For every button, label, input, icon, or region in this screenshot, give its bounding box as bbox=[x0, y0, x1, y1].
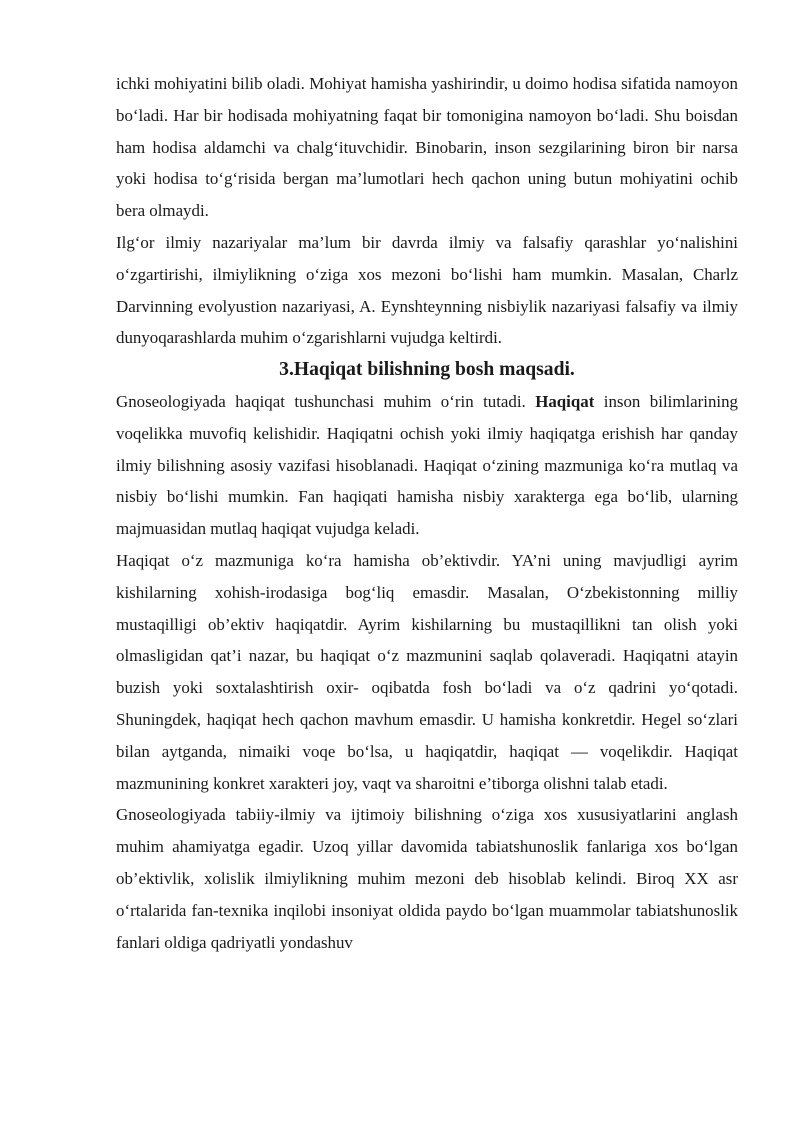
term-haqiqat: Haqiqat bbox=[535, 391, 595, 411]
paragraph-natural-social: Gnoseologiyada tabiiy-ilmiy va ijtimoiy bilishning o‘ziga xos xususiyatlarini anglash muhim ahamiyatga egadir. Uzoq yillar davomida tabiatshunoslik fanlariga xos bo‘lgan ob’ektivlik, xolislik ilmiylikning muhim mezoni deb hisoblab kelindi. Biroq XX asr o‘rtalarida fan-texnika inqilobi insoniyat oldida paydo bo‘lgan muammolar tabiatshunoslik fanlari oldiga qadriyatli yondashuv bbox=[116, 805, 738, 952]
document-page bbox=[116, 68, 738, 958]
paragraph-truth-objective: Haqiqat o‘z mazmuniga ko‘ra hamisha ob’ektivdir. YA’ni uning mavjudligi ayrim kishilarning xohish-irodasiga bog‘liq emasdir. Masalan, O‘zbekistonning milliy mustaqilligi ob’ektiv haqiqatdir. Ayrim kishilarning bu mustaqillikni tan olish yoki olmasligidan qat’i nazar, bu haqiqat o‘z mazmunini saqlab qolaveradi. Haqiqatni atayin buzish yoki soxtalashtirish oxir- oqibatda fosh bo‘ladi va o‘z qadrini yo‘qotadi. Shuningdek, haqiqat hech qachon mavhum emasdir. U hamisha konkretdir. Hegel so‘zlari bilan aytganda, nimaiki voqe bo‘lsa, u haqiqatdir, haqiqat — voqelikdir. Haqiqat mazmunining konkret xarakteri joy, vaqt va sharoitni e’tiborga olishni talab etadi. bbox=[116, 550, 738, 793]
paragraph-truth-rest: inson bilimlarining voqelikka muvofiq kelishidir. Haqiqatni ochish yoki ilmiy haqiqatga erishish har qanday ilmiy bilishning asosiy vazifasi hisoblanadi. Haqiqat o‘zining mazmuniga ko‘ra mutlaq va nisbiy bo‘lishi mumkin. Fan haqiqati hamisha nisbiy xarakterga ega bo‘lib, ularning majmuasidan mutlaq haqiqat vujudga keladi. bbox=[116, 391, 739, 539]
section-heading: 3.Haqiqat bilishning bosh maqsadi. bbox=[279, 359, 575, 381]
paragraph-truth-lead: Gnoseologiyada haqiqat tushunchasi muhim o‘rin tutadi. bbox=[116, 391, 536, 411]
paragraph-essence: ichki mohiyatini bilib oladi. Mohiyat hamisha yashirindir, u doimo hodisa sifatida namoyon bo‘ladi. Har bir hodisada mohiyatning faqat bir tomonigina namoyon bo‘ladi. Shu boisdan ham hodisa aldamchi va chalg‘ituvchidir. Binobarin, inson sezgilarining biron bir narsa yoki hodisa to‘g‘risida bergan ma’lumotlari hech qachon uning butun mohiyatini ochib bera olmaydi. bbox=[116, 74, 738, 221]
paragraph-theories: Ilg‘or ilmiy nazariyalar ma’lum bir davrda ilmiy va falsafiy qarashlar yo‘nalishini o‘zgartirishi, ilmiylikning o‘ziga xos mezoni bo‘lishi ham mumkin. Masalan, Charlz Darvinning evolyustion nazariyasi, A. Eynshteynning nisbiylik nazariyasi falsafiy va ilmiy dunyoqarashlarda muhim o‘zgarishlarni vujudga keltirdi. bbox=[116, 232, 738, 348]
paragraph-truth-definition bbox=[116, 386, 738, 545]
